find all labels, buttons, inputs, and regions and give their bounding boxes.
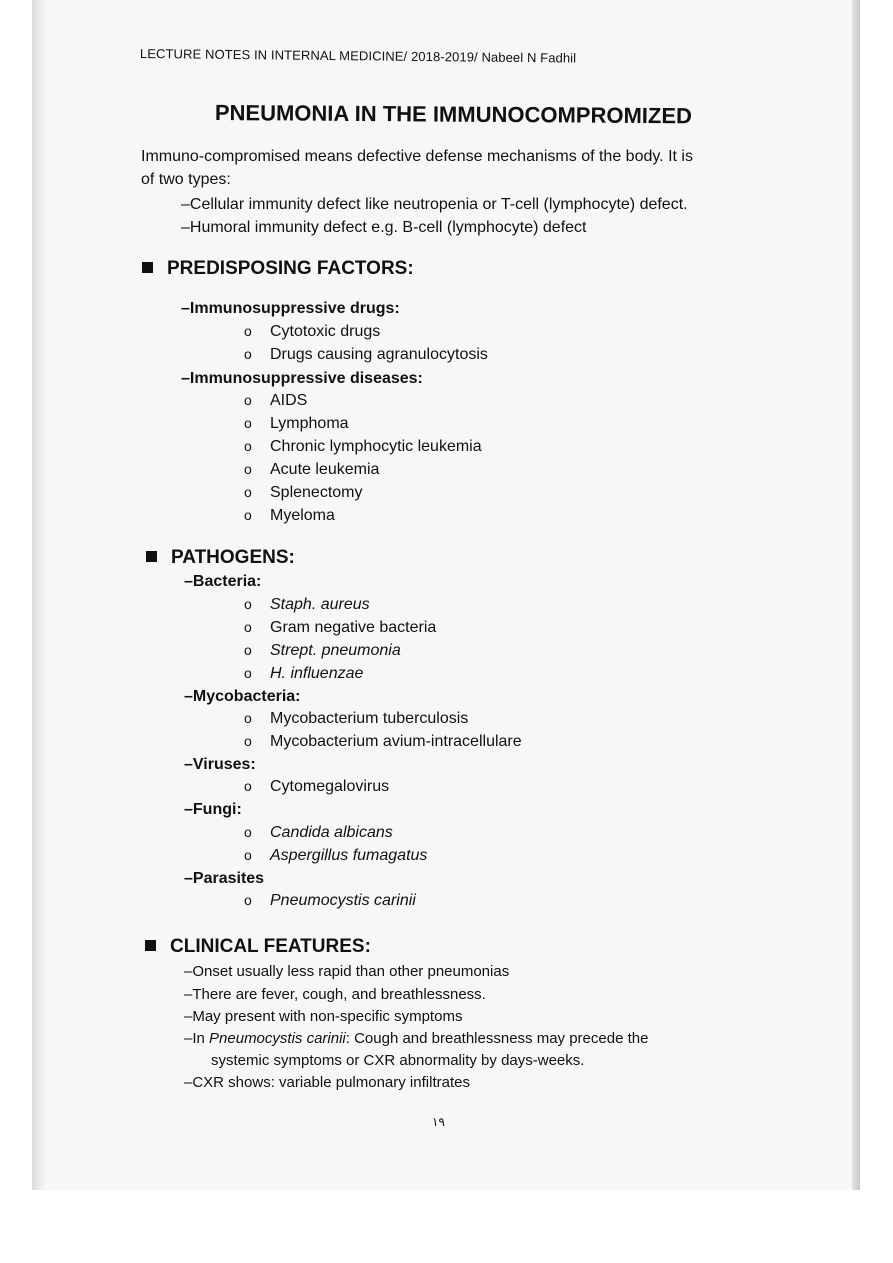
circle-bullet-icon: o [244,619,252,635]
section-predisposing [142,258,414,280]
list-item: o Lymphoma [244,415,349,432]
circle-bullet-icon: o [244,824,252,840]
clinical-feature-2: –There are fever, cough, and breathlessness. [184,986,486,1003]
section-predisposing-heading: PREDISPOSING FACTORS: [167,258,414,279]
circle-bullet-icon: o [244,438,252,454]
circle-bullet-icon: o [244,392,252,408]
list-item: o Pneumocystis carinii [244,892,416,909]
label-fungi: –Fungi: [184,801,242,818]
list-item: o Cytotoxic drugs [244,323,381,340]
clinical-feature-3: –May present with non-specific symptoms [184,1008,463,1025]
list-item: o Cytomegalovirus [244,778,390,795]
intro-type-humoral: –Humoral immunity defect e.g. B-cell (lymphocyte) defect [181,219,587,236]
intro-line-1: Immuno-compromised means defective defense mechanisms of the body. It is [141,148,693,165]
list-item: o Strept. pneumonia [244,642,401,659]
label-bacteria: –Bacteria: [184,573,262,590]
running-header: LECTURE NOTES IN INTERNAL MEDICINE/ 2018-2019/ Nabeel N Fadhil [139,46,577,66]
circle-bullet-icon: o [244,733,252,749]
list-item: o AIDS [244,392,308,409]
circle-bullet-icon: o [244,507,252,523]
section-clinical-features [145,936,371,958]
page-edge [852,0,860,1190]
square-bullet-icon [145,940,156,951]
list-item: o Candida albicans [244,824,393,841]
circle-bullet-icon: o [244,778,252,794]
circle-bullet-icon: o [244,461,252,477]
circle-bullet-icon: o [244,710,252,726]
section-pathogens [146,547,295,569]
clinical-feature-5: –CXR shows: variable pulmonary infiltrates [184,1074,470,1091]
circle-bullet-icon: o [244,484,252,500]
list-item: o Acute leukemia [244,461,380,478]
circle-bullet-icon: o [244,323,252,339]
clinical-feature-1: –Onset usually less rapid than other pneumonias [184,963,510,980]
square-bullet-icon [146,551,157,562]
intro-line-2: of two types: [141,171,231,188]
circle-bullet-icon: o [244,642,252,658]
label-immunosuppressive-drugs: –Immunosuppressive drugs: [181,300,400,317]
list-item: o Chronic lymphocytic leukemia [244,438,482,455]
label-immunosuppressive-diseases: –Immunosuppressive diseases: [181,370,423,387]
list-item: o Mycobacterium avium-intracellulare [244,733,522,750]
page-shadow [32,0,46,1190]
label-mycobacteria: –Mycobacteria: [184,688,301,705]
label-parasites: –Parasites [184,870,265,887]
label-viruses: –Viruses: [184,756,256,773]
list-item: o Gram negative bacteria [244,619,437,636]
page-title: PNEUMONIA IN THE IMMUNOCOMPROMIZED [214,100,693,129]
circle-bullet-icon: o [244,415,252,431]
circle-bullet-icon: o [244,892,252,908]
list-item: o Drugs causing agranulocytosis [244,346,488,363]
circle-bullet-icon: o [244,596,252,612]
clinical-feature-4-continued: systemic symptoms or CXR abnormality by days-weeks. [211,1052,585,1069]
list-item: o Mycobacterium tuberculosis [244,710,469,727]
list-item: o Splenectomy [244,484,363,501]
list-item: o Staph. aureus [244,596,370,613]
circle-bullet-icon: o [244,665,252,681]
section-clinical-heading: CLINICAL FEATURES: [170,936,371,957]
list-item: o Myeloma [244,507,335,524]
clinical-feature-4: –In Pneumocystis carinii: Cough and breathlessness may precede the [184,1030,649,1047]
intro-type-cellular: –Cellular immunity defect like neutropenia or T-cell (lymphocyte) defect. [181,196,688,213]
list-item: o Aspergillus fumagatus [244,847,428,864]
section-pathogens-heading: PATHOGENS: [171,547,295,568]
square-bullet-icon [142,262,153,273]
circle-bullet-icon: o [244,847,252,863]
page-number: ١٩ [432,1115,445,1129]
circle-bullet-icon: o [244,346,252,362]
list-item: o H. influenzae [244,665,364,682]
